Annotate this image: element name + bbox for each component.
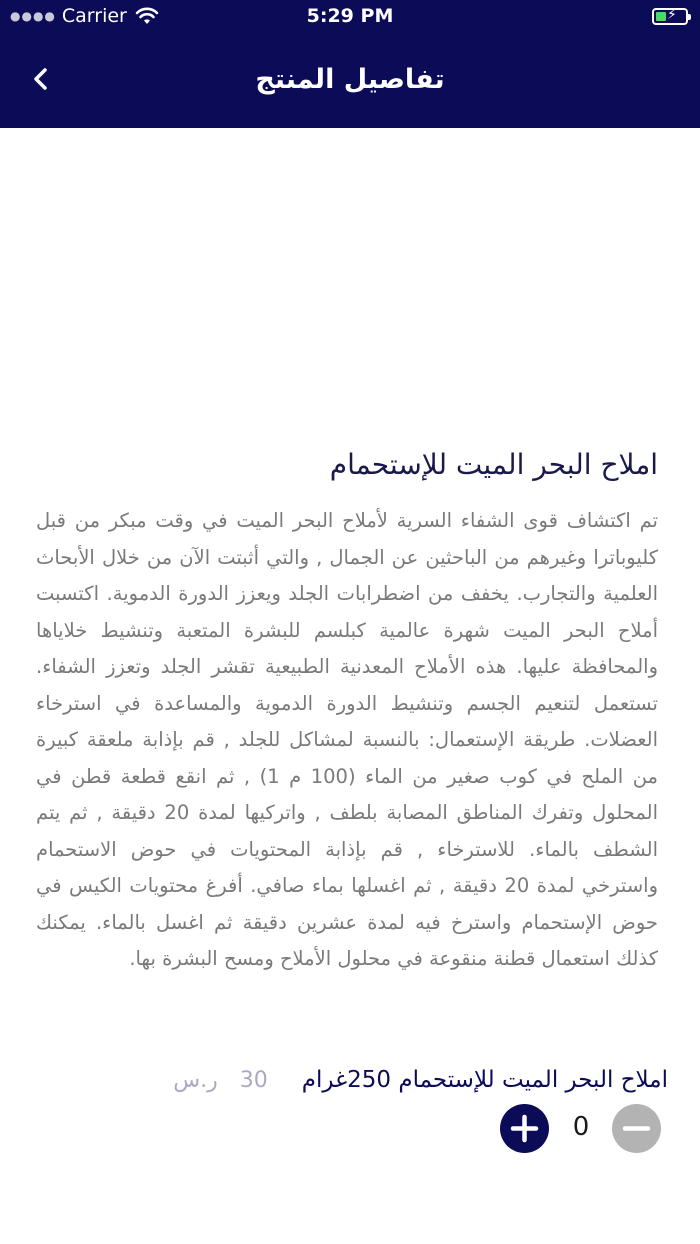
quantity-stepper <box>0 1104 700 1154</box>
decrease-quantity-button[interactable] <box>612 1104 661 1153</box>
carrier-label: Carrier <box>61 5 127 27</box>
status-bar <box>0 0 700 34</box>
variant-currency: ر.س <box>173 1067 218 1093</box>
status-time: 5:29 PM <box>306 5 394 27</box>
plus-icon <box>500 1104 549 1153</box>
variant-price: 30 <box>239 1067 268 1093</box>
signal-icon: ●●●● <box>10 9 56 23</box>
minus-icon <box>612 1104 661 1153</box>
battery-icon: ⚡ <box>652 8 688 25</box>
increase-quantity-button[interactable] <box>500 1104 549 1153</box>
navigation-bar <box>0 34 700 128</box>
page-title: تفاصيل المنتج <box>255 64 445 95</box>
product-description: تم اكتشاف قوى الشفاء السرية لأملاح البحر الميت في وقت مبكر من قبل كليوباترا وغيرهم من الباحثين عن الجمال , والتي أثبتت الآن من خلال الأبحاث العلمية والتجارب. يخفف من اضطرابات الجلد ويعزز الدورة الدموية. اكتسبت أملاح البحر الميت شهرة عالمية كبلسم للبشرة المتعبة وتنشيط خلاياها والمحافظة عليها. هذه الأملاح المعدنية الطبيعية تقشر الجلد وتعزز الشفاء. تستعمل لتنعيم الجسم وتنشيط الدورة الدموية والمساعدة في استرخاء العضلات. طريقة الإستعمال: بالنسبة لمشاكل للجلد , قم بإذابة ملعقة كبيرة من الملح في كوب صغير من الماء (100 م 1) , ثم انقع قطعة قطن في المحلول وتفرك المناطق المصابة بلطف , واتركيها لمدة 20 دقيقة , ثم يتم الشطف بالماء. للاسترخاء , قم بإذابة المحتويات في حوض الاستحمام واسترخي لمدة 20 دقيقة , ثم اغسلها بماء صافي. أفرغ محتويات الكيس في حوض الإستحمام واسترخ فيه لمدة عشرين دقيقة ثم اغسل بالماء. يمكنك كذلك استعمال قطنة منقوعة في محلول الأملاح ومسح البشرة بها. <box>36 509 658 970</box>
variant-row <box>150 1060 668 1100</box>
product-image <box>0 128 700 438</box>
quantity-value: 0 <box>572 1112 590 1142</box>
product-title: املاح البحر الميت للإستحمام <box>329 448 658 481</box>
variant-name: املاح البحر الميت للإستحمام 250غرام <box>301 1067 668 1093</box>
